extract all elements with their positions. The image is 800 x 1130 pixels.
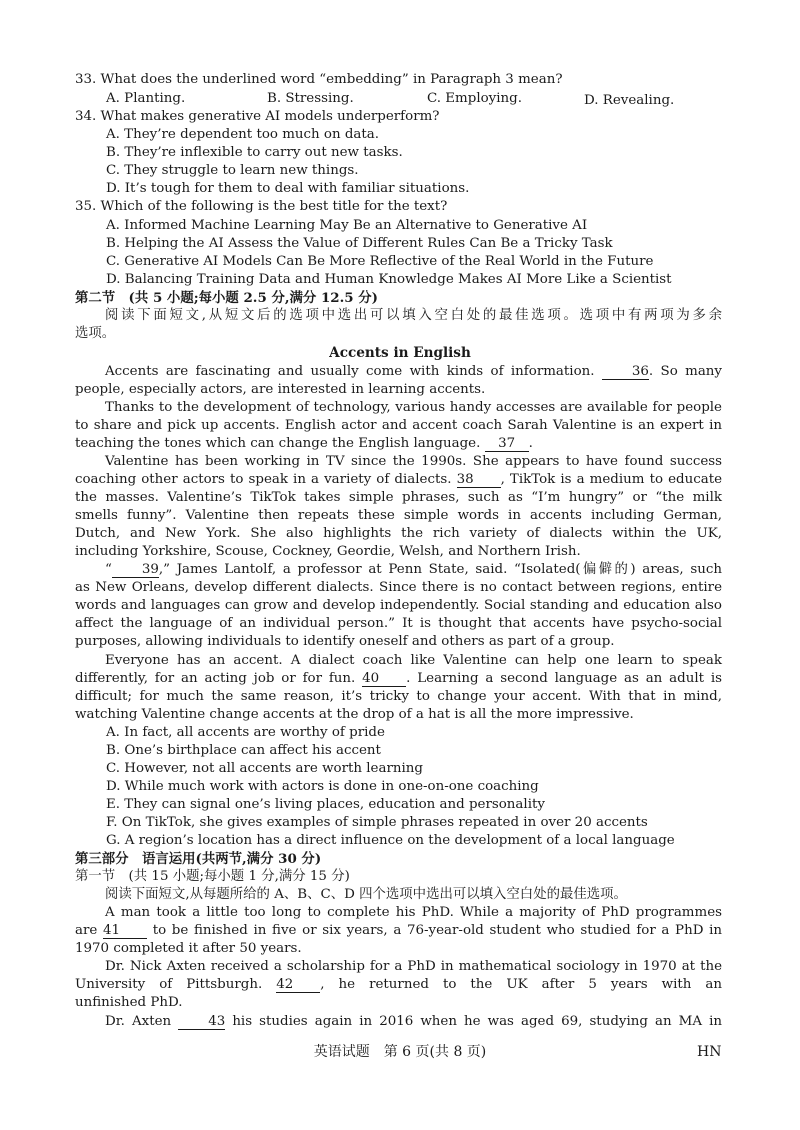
blank-40: 40 bbox=[362, 672, 406, 687]
passage-line: the masses. Valentine’s TikTok takes simple phrases, such as “I’m hungry” or “the milk bbox=[75, 490, 722, 505]
q33-option-d: D. Revealing. bbox=[584, 93, 675, 108]
passage-line: are 41 to be finished in five or six years, a 76-year-old student who studied for a PhD in bbox=[75, 923, 723, 938]
blank-36: 36 bbox=[602, 365, 649, 380]
section-2-option-c: C. However, not all accents are worth learning bbox=[106, 761, 423, 776]
passage-line: University of Pittsburgh. 42 , he returned to the UK after 5 years with an bbox=[75, 977, 722, 992]
passage-line: smells funny”. Valentine then repeats these simple words in accents including German, bbox=[75, 508, 722, 523]
passage-line: teaching the tones which can change the English language. 37 . bbox=[75, 436, 533, 451]
question-33-stem: 33. What does the underlined word “embedding” in Paragraph 3 mean? bbox=[75, 72, 563, 87]
blank-42: 42 bbox=[276, 978, 320, 993]
region-code: HN bbox=[697, 1044, 722, 1060]
passage-line: including Yorkshire, Scouse, Cockney, Geordie, Welsh, and Northern Irish. bbox=[75, 544, 581, 559]
passage-line: Dutch, and New York. She also highlights the rich variety of dialects within the UK, bbox=[75, 526, 722, 541]
q35-option-a: A. Informed Machine Learning May Be an Alternative to Generative AI bbox=[106, 218, 588, 233]
q33-option-b: B. Stressing. bbox=[267, 91, 354, 106]
section-2-option-e: E. They can signal one’s living places, education and personality bbox=[106, 797, 545, 812]
passage-line: Dr. Nick Axten received a scholarship for a PhD in mathematical sociology in 1970 at the bbox=[105, 959, 722, 974]
passage-line: Valentine has been working in TV since the 1990s. She appears to have found success bbox=[105, 454, 722, 469]
passage-line: people, especially actors, are interested in learning accents. bbox=[75, 382, 486, 397]
question-35-stem: 35. Which of the following is the best title for the text? bbox=[75, 199, 448, 214]
passage-line: differently, for an acting job or for fun. 40 . Learning a second language as an adult is bbox=[75, 671, 722, 686]
passage-line: to share and pick up accents. English actor and accent coach Sarah Valentine is an expert in bbox=[75, 418, 722, 433]
passage-line: 1970 completed it after 50 years. bbox=[75, 941, 302, 956]
page-footer: 英语试题 第 6 页(共 8 页) bbox=[313, 1044, 487, 1060]
q34-option-a: A. They’re dependent too much on data. bbox=[106, 127, 380, 142]
q33-option-c: C. Employing. bbox=[427, 91, 522, 106]
section-2-instructions-cont: 选项。 bbox=[75, 326, 116, 341]
passage-line: “ 39,” James Lantolf, a professor at Penn State, said. “Isolated(偏僻的) areas, such bbox=[105, 562, 722, 577]
section-2-heading: 第二节 (共 5 小题;每小题 2.5 分,满分 12.5 分) bbox=[75, 290, 378, 306]
blank-38: 38 bbox=[457, 473, 501, 488]
q34-option-b: B. They’re inflexible to carry out new tasks. bbox=[106, 145, 403, 160]
part-3-instructions: 阅读下面短文,从每题所给的 A、B、C、D 四个选项中选出可以填入空白处的最佳选项。 bbox=[105, 887, 627, 902]
q34-option-d: D. It’s tough for them to deal with familiar situations. bbox=[106, 181, 470, 196]
part-3-subheading: 第一节 (共 15 小题;每小题 1 分,满分 15 分) bbox=[75, 869, 350, 884]
passage-line: purposes, allowing individuals to identify oneself and others as part of a group. bbox=[75, 634, 615, 649]
passage-line: coaching other actors to speak in a variety of dialects. 38 , TikTok is a medium to educate bbox=[75, 472, 722, 487]
q35-option-d: D. Balancing Training Data and Human Knowledge Makes AI More Like a Scientist bbox=[106, 272, 672, 287]
passage-line: difficult; for much the same reason, it’s tricky to change your accent. With that in mind, bbox=[75, 689, 722, 704]
passage-line: Accents are fascinating and usually come with kinds of information. 36. So many bbox=[105, 364, 722, 379]
blank-39: 39 bbox=[112, 563, 159, 578]
passage-line: unfinished PhD. bbox=[75, 995, 183, 1010]
passage-title: Accents in English bbox=[329, 345, 471, 361]
passage-line: words and languages can grow and develop independently. Social standing and education also bbox=[75, 598, 722, 613]
section-2-option-g: G. A region’s location has a direct influence on the development of a local language bbox=[106, 833, 675, 848]
passage-line: Dr. Axten 43 his studies again in 2016 when he was aged 69, studying an MA in bbox=[105, 1014, 722, 1029]
section-2-instructions: 阅读下面短文,从短文后的选项中选出可以填入空白处的最佳选项。选项中有两项为多余 bbox=[105, 308, 722, 323]
question-34-stem: 34. What makes generative AI models underperform? bbox=[75, 109, 440, 124]
section-2-option-a: A. In fact, all accents are worthy of pride bbox=[106, 725, 385, 740]
passage-line: Everyone has an accent. A dialect coach like Valentine can help one learn to speak bbox=[105, 653, 722, 668]
passage-line: affect the language of an individual person.” It is thought that accents have psycho-social bbox=[75, 616, 722, 631]
passage-line: A man took a little too long to complete his PhD. While a majority of PhD programmes bbox=[105, 905, 722, 920]
passage-line: watching Valentine change accents at the drop of a hat is all the more impressive. bbox=[75, 707, 634, 722]
part-3-heading: 第三部分 语言运用(共两节,满分 30 分) bbox=[75, 851, 322, 867]
section-2-option-d: D. While much work with actors is done in one-on-one coaching bbox=[106, 779, 539, 794]
passage-line: Thanks to the development of technology, various handy accesses are available for people bbox=[105, 400, 722, 415]
blank-41: 41 bbox=[103, 924, 147, 939]
blank-37: 37 bbox=[485, 437, 529, 452]
q33-option-a: A. Planting. bbox=[106, 91, 186, 106]
q35-option-b: B. Helping the AI Assess the Value of Different Rules Can Be a Tricky Task bbox=[106, 236, 613, 251]
q34-option-c: C. They struggle to learn new things. bbox=[106, 163, 359, 178]
section-2-option-b: B. One’s birthplace can affect his accent bbox=[106, 743, 381, 758]
q35-option-c: C. Generative AI Models Can Be More Reflective of the Real World in the Future bbox=[106, 254, 654, 269]
passage-line: as New Orleans, develop different dialects. Since there is no contact between regions, entire bbox=[75, 580, 722, 595]
blank-43: 43 bbox=[178, 1015, 225, 1030]
section-2-option-f: F. On TikTok, she gives examples of simple phrases repeated in over 20 accents bbox=[106, 815, 648, 830]
